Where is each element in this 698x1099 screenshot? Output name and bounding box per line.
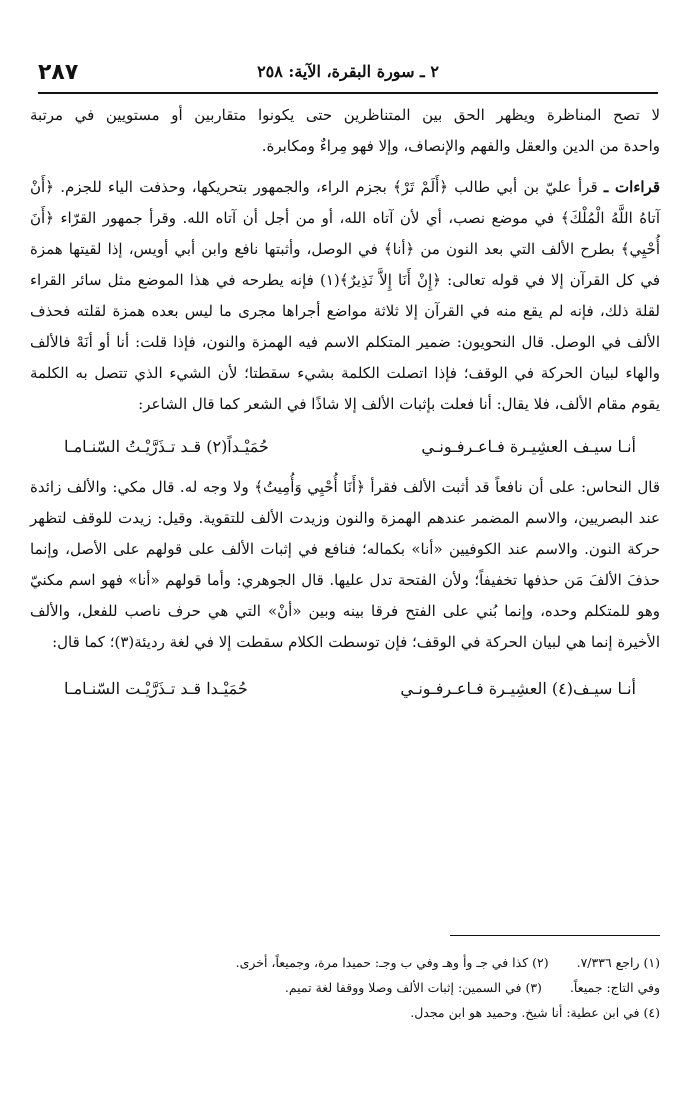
- main-text: [30, 100, 660, 714]
- verse-1-second-hemistich: حُمَيْـداً(٢) قـد تـذَرَّيْـتُ السّنـامـا: [64, 437, 269, 456]
- footnote-2-continued: وفي التاج: جميعاً.: [569, 980, 660, 995]
- footnote-1: (١) راجع ٧/٣٣٦.: [576, 955, 660, 970]
- verse-2-first-hemistich: أنـا سيـف(٤) العشِيـرة فـاعـرفـونـي: [400, 679, 636, 698]
- intro-line-1: لا تصح المناظرة ويظهر الحق بين المتناظرين حتى يكونوا متقاربين أو مستويين في مرتبة: [30, 106, 660, 124]
- page-number: ٢٨٧: [38, 60, 79, 85]
- footnote-3: (٣) في السمين: إثبات الألف وصلا ووقفا لغة تميم.: [284, 980, 542, 995]
- footnote-row-2: [30, 975, 660, 1000]
- page-header: [38, 58, 658, 94]
- readings-paragraph: [30, 172, 660, 420]
- readings-heading: قراءات ـ: [603, 178, 660, 196]
- running-title: ٢ ـ سورة البقرة، الآية: ٢٥٨: [257, 62, 439, 81]
- footnote-separator: [450, 935, 660, 936]
- verse-1-first-hemistich: أنـا سيـف العشِيـرة فـاعـرفـونـي: [421, 437, 636, 456]
- intro-line-2: واحدة من الدين والعقل والفهم والإنصاف، وإلا فهو مِراءٌ ومكابرة.: [261, 137, 660, 155]
- footnote-row-1: [30, 950, 660, 975]
- nahhas-paragraph: قال النحاس: على أن نافعاً قد أثبت الألف فقرأ ﴿أَنَا أُحْيِي وَأُمِيتُ﴾ ولا وجه له. قال مكي: والألف زائدة عند البصريين، والاسم المضمر عندهم الهمزة والنون وزيدت الألف للتقوية. وقيل: زيدت للوقف لتظهر حركة النون. والاسم عند الكوفيين «أنا» بكماله؛ فنافع في إثبات الألف على قولهم على الأصل، وإنما حذفَ الألفَ مَن حذفها تخفيفاً؛ ولأن الفتحة تدل عليها. قال الجوهري: وأما قولهم «أنا» فهو اسم مكنيّ وهو للمتكلم وحده، وإنما بُني على الفتح فرقا بينه وبين «أنْ» التي هي حرف ناصب للفعل، والألف الأخيرة إنما هي لبيان الحركة في الوقف؛ فإن توسطت الكلام سقطت إلا في لغة رديئة(٣)؛ كما قال:: [30, 478, 660, 651]
- footnote-4: (٤) في ابن عطية: أنا شيخ. وحميد هو ابن مجدل.: [410, 1005, 660, 1020]
- verse-2-second-hemistich: حُمَيْـدا قـد تـذَرَّيْـت السّنـامـا: [64, 679, 248, 698]
- footnotes: [30, 950, 660, 1025]
- footnote-2: (٢) كذا في جـ وأ وهـ وفي ب وجـ: حميدا مرة، وجميعاً، أخرى.: [235, 955, 549, 970]
- readings-text: قرأ عليّ بن أبي طالب ﴿أَلَمْ تَرْ﴾ بجزم الراء، والجمهور بتحريكها، وحذفت الياء للجزم. ﴿أَنْ آتاهُ اللَّهُ الْمُلْكَ﴾ في موضع نصب، أي لأن آتاه الله، أو من أجل أن آتاه الله. وقرأ جمهور القرّاء ﴿أَنَ أُحْيِي﴾ بطرح الألف التي بعد النون من ﴿أنا﴾ في الوصل، وأثبتها نافع وابن أبي أويس، إذا لقيتها همزة في كل القرآن إلا في قوله تعالى: ﴿إِنْ أَنَا إِلاَّ نَذِيرٌ﴾(١) فإنه يطرحه في هذا الموضع مثل سائر القراء لقلة ذلك، فإنه لم يقع منه في القرآن إلا ثلاثة مواضع أجراها مجرى ما ليس بعده همزة لقلته فحذف الألف في الوصل. قال النحويون: ضمير المتكلم الاسم فيه الهمزة والنون، فإذا قلت: أنا أو أنَهْ فالألف والهاء لبيان الحركة في الوقف؛ فإذا اتصلت الكلمة بشيء سقطتا؛ لأن الشيء الذي تتصل به الكلمة يقوم مقام الألف، فلا يقال: أنا فعلت بإثبات الألف إلا شاذًا في الشعر كما قال الشاعر:: [30, 178, 660, 413]
- poetry-verse-1: [30, 430, 660, 464]
- poetry-verse-2: [30, 672, 660, 706]
